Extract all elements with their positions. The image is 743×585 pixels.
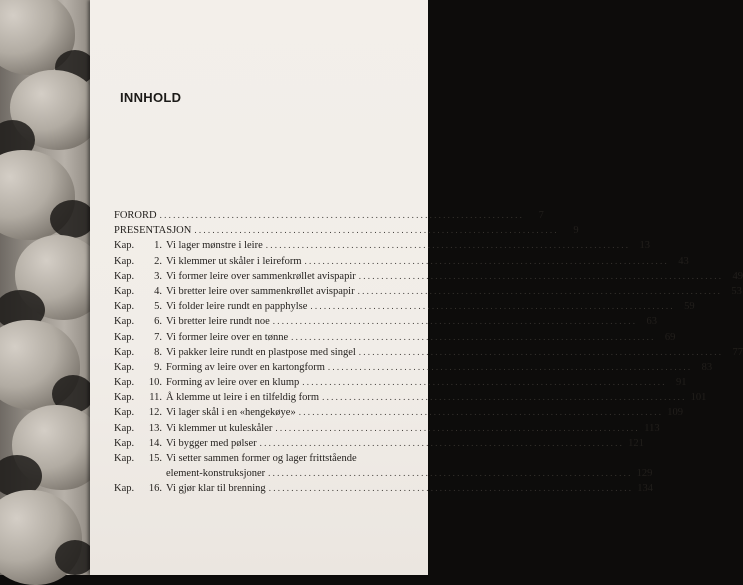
toc-entry-title: Vi lager mønstre i leire: [166, 240, 263, 252]
chapter-number: 8.: [154, 346, 162, 358]
chapter-label: Kap.: [114, 316, 135, 328]
leader-dots: [157, 208, 522, 223]
toc-page-number: 101: [690, 392, 707, 404]
leader-dots: [266, 481, 631, 496]
toc-entry-title: FORORD: [114, 210, 157, 221]
toc-entry-title: Forming av leire over en kartongform: [166, 361, 325, 373]
chapter-number: 13.: [148, 422, 162, 434]
chapter-label: Kap.: [114, 240, 135, 252]
chapter-number: 5.: [154, 301, 162, 313]
toc-page-number: 53: [731, 285, 742, 297]
chapter-number: 16.: [148, 483, 162, 495]
chapter-label: Kap.: [114, 255, 135, 267]
leader-dots: [270, 314, 635, 329]
toc-page-number: 49: [732, 270, 743, 282]
toc-entry-chapter-6: [114, 314, 657, 329]
toc-entry-title: Forming av leire over en klump: [166, 377, 300, 389]
leader-dots: [299, 375, 664, 390]
leader-dots: [356, 269, 721, 284]
chapter-label: Kap.: [114, 483, 135, 495]
chapter-number: 10.: [148, 377, 162, 389]
chapter-number: 4.: [154, 285, 162, 297]
toc-entry-chapter-4: [114, 284, 742, 299]
clay-texture-background: [0, 0, 92, 575]
toc-page-number: 13: [639, 240, 651, 252]
toc-entry-title: Vi bretter leire rundt noe: [166, 316, 270, 328]
toc-entry-title: Vi klemmer ut kuleskåler: [166, 422, 273, 434]
chapter-label: Kap.: [114, 270, 135, 282]
toc-entry-title: Vi setter sammen former og lager frittstående: [166, 453, 357, 464]
chapter-label: Kap.: [114, 361, 135, 373]
leader-dots: [307, 299, 672, 314]
leader-dots: [257, 436, 622, 451]
toc-page-number: 77: [732, 346, 743, 358]
toc-entry-title: Vi lager skål i en «hengekøye»: [166, 407, 296, 419]
chapter-label: Kap.: [114, 422, 135, 434]
toc-entry-chapter-10: [114, 375, 687, 390]
toc-entry-chapter-13: [114, 421, 660, 436]
toc-page-number: 91: [676, 377, 687, 389]
chapter-label: Kap.: [114, 346, 135, 358]
chapter-number: 9.: [154, 361, 162, 373]
toc-entry-title: Vi pakker leire rundt en plastpose med singel: [166, 346, 356, 358]
leader-dots: [288, 330, 653, 345]
chapter-label: Kap.: [114, 407, 135, 419]
book-page: [90, 0, 743, 575]
toc-entry-title-continued: element-konstruksjoner: [166, 468, 266, 480]
leader-dots: [265, 466, 630, 481]
toc-entry-title: Vi bygger med pølser: [166, 437, 257, 449]
toc-page-number: 69: [664, 331, 676, 343]
toc-entry-title: Vi former leire over sammenkrøllet avispapir: [166, 270, 356, 282]
toc-page-number: 9: [573, 225, 579, 237]
leader-dots: [272, 421, 637, 436]
leader-dots: [302, 254, 667, 269]
chapter-number: 15.: [148, 453, 162, 464]
toc-entry-title: Å klemme ut leire i en tilfeldig form: [166, 392, 320, 404]
chapter-label: Kap.: [114, 285, 135, 297]
leader-dots: [319, 390, 684, 405]
chapter-label: Kap.: [114, 301, 135, 313]
leader-dots: [325, 360, 690, 375]
clay-shadow: [50, 200, 95, 238]
toc-entry-chapter-15-continued: [114, 466, 653, 481]
page-title: INNHOLD: [120, 90, 182, 105]
toc-entry-title: Vi klemmer ut skåler i leireform: [166, 255, 302, 267]
toc-entry-chapter-12: [114, 405, 683, 420]
toc-page-number: 134: [637, 483, 653, 495]
toc-entry-title: Vi gjør klar til brenning: [166, 483, 266, 495]
toc-page-number: 121: [628, 437, 644, 449]
toc-entry-chapter-14: [114, 436, 644, 451]
chapter-number: 6.: [154, 316, 162, 328]
toc-entry-chapter-3: [114, 269, 743, 284]
leader-dots: [355, 284, 720, 299]
chapter-number: 14.: [148, 437, 162, 449]
chapter-label: Kap.: [114, 392, 135, 404]
toc-entry-title: Vi bretter leire over sammenkrøllet avispapir: [166, 285, 355, 297]
chapter-number: 3.: [154, 270, 162, 282]
toc-page-number: 83: [701, 361, 713, 373]
toc-entry-title: Vi former leire over en tønne: [166, 331, 289, 343]
toc-page-number: 113: [644, 422, 660, 434]
chapter-number: 1.: [154, 240, 162, 252]
chapter-number: 12.: [148, 407, 162, 419]
toc-page-number: 129: [636, 468, 653, 480]
toc-page-number: 63: [646, 316, 657, 328]
table-of-contents: [114, 208, 743, 497]
toc-entry-chapter-11: [114, 390, 707, 405]
toc-entry-chapter-15: [114, 451, 404, 466]
leader-dots: [356, 345, 721, 360]
chapter-number: 7.: [154, 331, 162, 343]
chapter-label: Kap.: [114, 437, 135, 449]
toc-entry-chapter-1: [114, 238, 651, 253]
chapter-number: 11.: [149, 392, 162, 404]
leader-dots: [263, 238, 628, 253]
toc-page-number: 7: [538, 210, 544, 221]
toc-entry-title: PRESENTASJON: [114, 225, 192, 237]
clay-shadow: [55, 540, 95, 575]
toc-entry-chapter-8: [114, 345, 743, 360]
chapter-number: 2.: [154, 255, 162, 267]
toc-page-number: 43: [678, 255, 689, 267]
toc-entry-chapter-16: [114, 481, 653, 496]
toc-entry-chapter-5: [114, 299, 695, 314]
toc-entry-presentasjon: [114, 223, 579, 238]
chapter-label: Kap.: [114, 331, 135, 343]
chapter-label: Kap.: [114, 453, 135, 464]
toc-entry-chapter-7: [114, 330, 676, 345]
toc-entry-chapter-2: [114, 254, 689, 269]
toc-entry-title: Vi folder leire rundt en papphylse: [166, 301, 308, 313]
toc-page-number: 59: [684, 301, 695, 313]
leader-dots: [296, 405, 661, 420]
toc-page-number: 109: [667, 407, 683, 419]
leader-dots: [191, 223, 556, 238]
chapter-label: Kap.: [114, 377, 135, 389]
toc-entry-chapter-9: [114, 360, 713, 375]
toc-entry-forord: [114, 208, 544, 223]
